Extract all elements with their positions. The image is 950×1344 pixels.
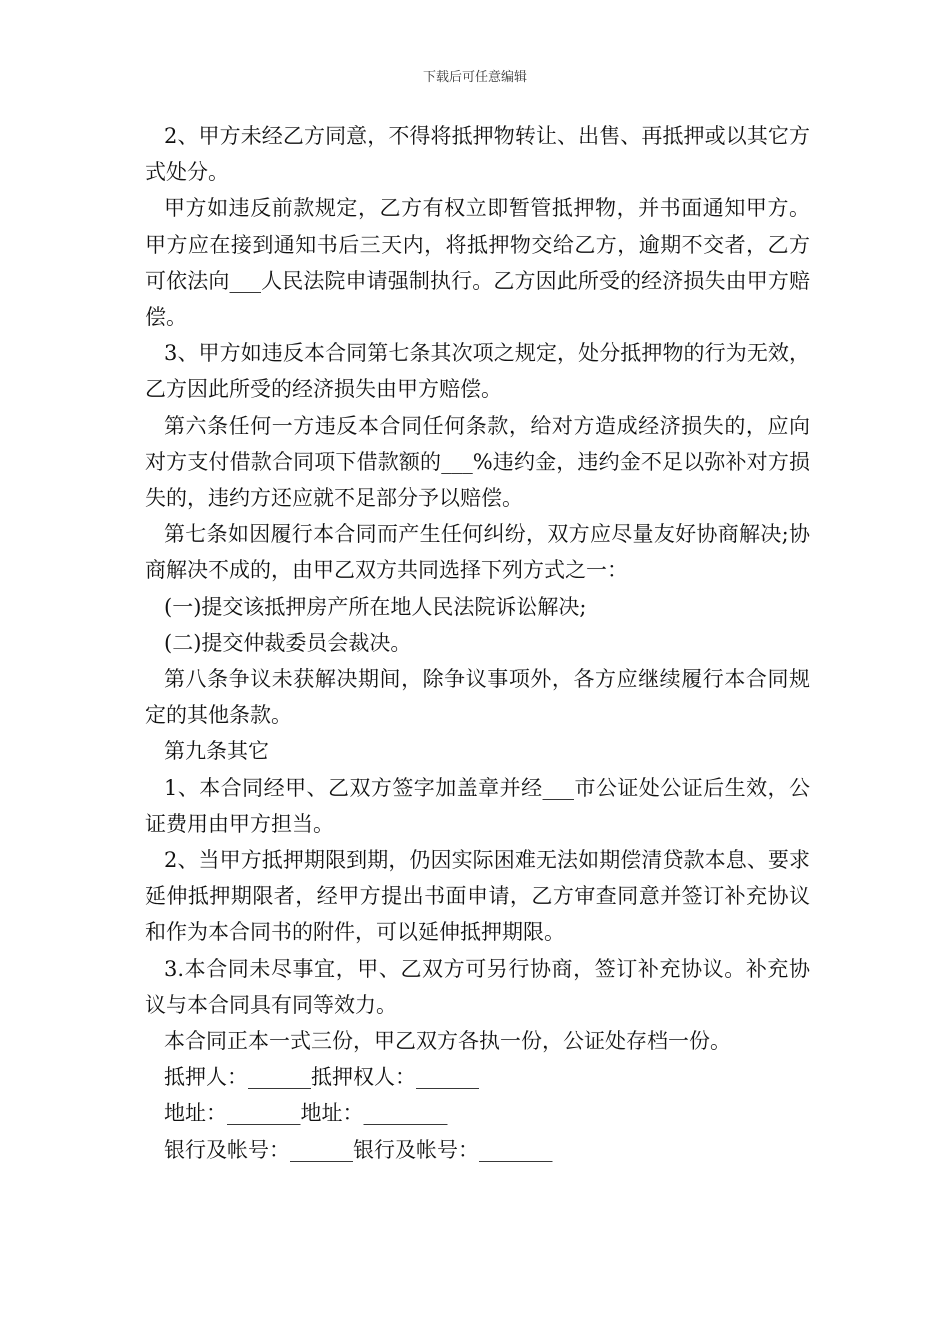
paragraph-article-9-title: 第九条其它 (164, 739, 269, 764)
paragraph-copies: 本合同正本一式三份，甲乙双方各执一份，公证处存档一份。 (164, 1029, 731, 1054)
page-header: 下载后可任意编辑 (422, 70, 527, 85)
paragraph-option-2: (二)提交仲裁委员会裁决。 (164, 630, 412, 655)
paragraph-violation-custody: 甲方如违反前款规定，乙方有权立即暂管抵押物，并书面通知甲方。甲方应在接到通知书后三天内，将抵押物交给乙方，逾期不交者，乙方可依法向___人民法院申请强制执行。乙方因此所受的经济损失由甲方赔偿。 (145, 196, 810, 330)
paragraph-article-9-item-1: 1、本合同经甲、乙双方签字加盖章并经___市公证处公证后生效，公证费用由甲方担当。 (145, 775, 810, 836)
signature-bank-line: 银行及帐号：______银行及帐号：_______ (164, 1137, 553, 1162)
paragraph-option-1: (一)提交该抵押房产所在地人民法院诉讼解决; (164, 594, 587, 619)
signature-parties-line: 抵押人：______抵押权人：______ (164, 1065, 479, 1090)
contract-body (145, 118, 810, 1168)
paragraph-article-8: 第八条争议未获解决期间，除争议事项外，各方应继续履行本合同规定的其他条款。 (145, 667, 810, 728)
paragraph-article-9-item-2: 2、当甲方抵押期限到期，仍因实际困难无法如期偿清贷款本息、要求延伸抵押期限者，经甲方提出书面申请，乙方审查同意并签订补充协议和作为本合同书的附件，可以延伸抵押期限。 (145, 848, 810, 945)
paragraph-article-9-item-3: 3.本合同未尽事宜，甲、乙双方可另行协商，签订补充协议。补充协议与本合同具有同等效力。 (145, 956, 810, 1017)
paragraph-clause-3: 3、甲方如违反本合同第七条其次项之规定，处分抵押物的行为无效，乙方因此所受的经济损失由甲方赔偿。 (145, 341, 810, 402)
paragraph-article-7: 第七条如因履行本合同而产生任何纠纷，双方应尽量友好协商解决;协商解决不成的，由甲乙双方共同选择下列方式之一： (145, 522, 810, 583)
paragraph-clause-2: 2、甲方未经乙方同意，不得将抵押物转让、出售、再抵押或以其它方式处分。 (145, 124, 810, 185)
paragraph-article-6: 第六条任何一方违反本合同任何条款，给对方造成经济损失的，应向对方支付借款合同项下借款额的___%违约金，违约金不足以弥补对方损失的，违约方还应就不足部分予以赔偿。 (145, 413, 810, 511)
signature-address-line: 地址：_______地址：________ (164, 1101, 448, 1126)
